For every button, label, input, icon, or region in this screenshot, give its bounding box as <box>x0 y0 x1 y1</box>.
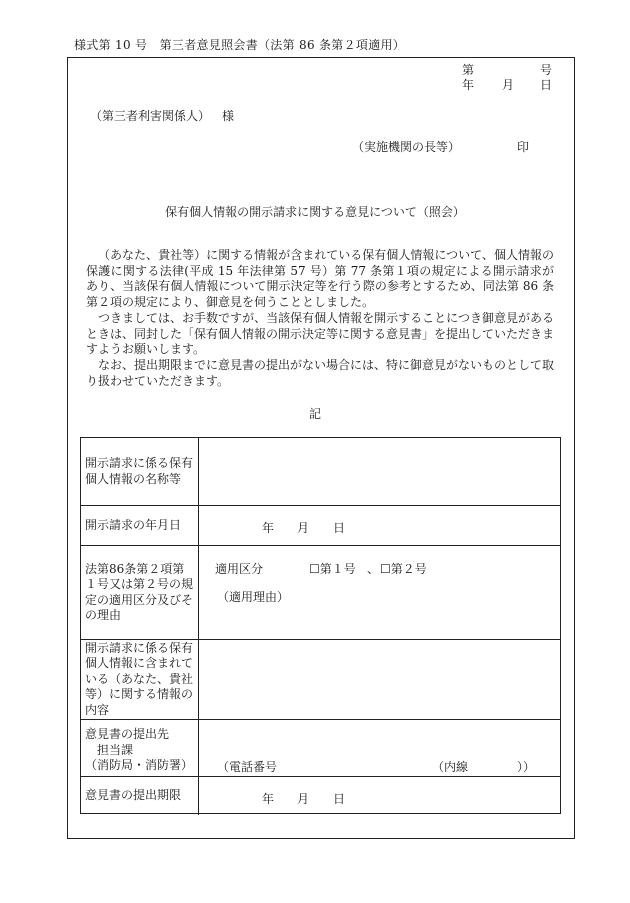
body-paragraph: （あなた、貴社等）に関する情報が含まれている保有個人情報について、個人情報の保護に関する法律(平成 15 年法律第 57 号）第 77 条第１項の規定による開示請求があり、当該保有個人情報について開示決定等を行う際の参考とするため、同法第 86 条第２項の規定により、御意見を伺うこととしました。 <box>86 248 554 310</box>
extension-close: ）） <box>517 760 536 774</box>
table-row <box>81 640 560 720</box>
table-row <box>81 546 560 640</box>
date-day: 日 <box>540 78 553 92</box>
deadline-day: 日 <box>333 792 346 806</box>
deadline-value[interactable] <box>199 777 560 815</box>
option-article1-checkbox[interactable]: ☐第１号 <box>309 562 356 576</box>
recipient-honorific: 様 <box>222 109 235 123</box>
row-label: 開示請求の年月日 <box>81 506 199 545</box>
document-title: 保有個人情報の開示請求に関する意見について（照会） <box>165 205 465 219</box>
row-value[interactable] <box>199 640 560 719</box>
recipient: （第三者利害関係人） <box>90 109 211 123</box>
body-text <box>86 248 554 389</box>
request-date-value[interactable] <box>199 506 560 545</box>
sender: （実施機関の長等） <box>352 140 461 154</box>
row-label: 意見書の提出期限 <box>81 777 199 815</box>
request-year: 年 <box>262 521 275 535</box>
row-label: 意見書の提出先 担当課 （消防局・消防署） <box>81 720 199 776</box>
option-article2-checkbox[interactable]: ☐第２号 <box>380 562 427 576</box>
number-suffix: 号 <box>540 63 553 77</box>
extension-label: （内線 <box>432 760 469 774</box>
deadline-year: 年 <box>262 792 275 806</box>
table-row <box>81 777 560 815</box>
info-table <box>80 437 561 814</box>
phone-label: （電話番号 <box>217 760 278 774</box>
form-label: 様式第 10 号 第三者意見照会書（法第 86 条第２項適用） <box>74 38 406 52</box>
row-value[interactable] <box>199 438 560 505</box>
category-label: 適用区分 <box>215 562 264 576</box>
table-row <box>81 506 560 546</box>
body-paragraph: つきましては、お手数ですが、当該保有個人情報を開示することにつき御意見があるときは、同封した「保有個人情報の開示決定等に関する意見書」を提出していただきますようお願いします。 <box>86 310 555 357</box>
option-separator: 、 <box>367 562 380 576</box>
row-label: 法第86条第２項第１号又は第２号の規定の適用区分及びその理由 <box>81 546 199 639</box>
deadline-month: 月 <box>297 792 310 806</box>
body-paragraph: なお、提出期限までに意見書の提出がない場合には、特に御意見がないものとして取り扱わせていただきます。 <box>86 357 555 388</box>
number-label: 第 <box>462 63 475 77</box>
reason-label: （適用理由） <box>217 590 290 604</box>
row-label: 開示請求に係る保有個人情報に含まれている（あなた、貴社等）に関する情報の内容 <box>81 640 199 719</box>
table-row <box>81 438 560 506</box>
contact-value[interactable] <box>199 720 560 776</box>
table-row <box>81 720 560 777</box>
note-mark: 記 <box>308 407 321 421</box>
seal-mark: 印 <box>517 140 530 154</box>
date-year: 年 <box>462 78 475 92</box>
row-label: 開示請求に係る保有個人情報の名称等 <box>81 438 199 505</box>
request-day: 日 <box>333 521 346 535</box>
category-value[interactable] <box>199 546 560 639</box>
request-month: 月 <box>297 521 310 535</box>
date-month: 月 <box>502 78 515 92</box>
